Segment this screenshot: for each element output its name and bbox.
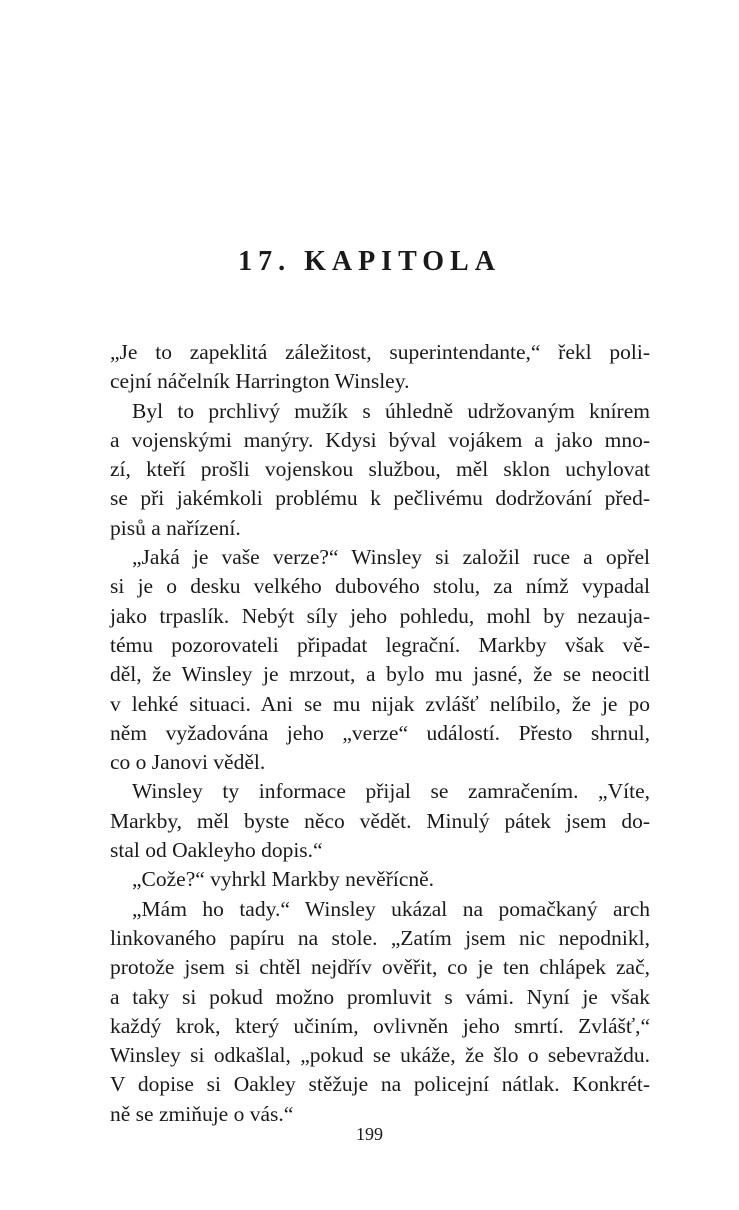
text-line: „Mám ho tady.“ Winsley ukázal na pomačkaný arch bbox=[132, 896, 650, 921]
text-line: zí, kteří prošli vojenskou službou, měl sklon uchylovat bbox=[110, 457, 650, 482]
text-line: linkovaného papíru na stole. „Zatím jsem nic nepodnikl, bbox=[110, 925, 650, 950]
text-line: a taky si pokud možno promluvit s vámi. Nyní je však bbox=[110, 984, 650, 1009]
text-line: co o Janovi věděl. bbox=[110, 750, 266, 775]
text-line: „Je to zapeklitá záležitost, superintendante,“ řekl poli- bbox=[110, 340, 650, 364]
text-line: tému pozorovateli připadat legrační. Markby však vě- bbox=[110, 632, 650, 657]
text-line: v lehké situaci. Ani se mu nijak zvlášť nelíbilo, že je po bbox=[110, 691, 650, 716]
text-line: něm vyžadována jeho „verze“ událostí. Přesto shrnul, bbox=[110, 720, 650, 745]
text-line: pisů a nařízení. bbox=[110, 515, 241, 540]
text-line: každý krok, který učiním, ovlivněn jeho smrtí. Zvlášť,“ bbox=[110, 1013, 650, 1038]
page-number: 199 bbox=[356, 1124, 383, 1144]
text-line: jako trpaslík. Nebýt síly jeho pohledu, mohl by nezauja- bbox=[110, 603, 650, 628]
text-line: stal od Oakleyho dopis.“ bbox=[110, 838, 323, 863]
text-line: V dopise si Oakley stěžuje na policejní nátlak. Konkrét- bbox=[110, 1072, 650, 1097]
text-line: se při jakémkoli problému k pečlivému dodržování před- bbox=[110, 486, 650, 511]
text-line: cejní náčelník Harrington Winsley. bbox=[110, 369, 410, 394]
text-line: Winsley ty informace přijal se zamračením. „Víte, bbox=[132, 779, 650, 804]
text-line: Byl to prchlivý mužík s úhledně udržovaným knírem bbox=[132, 398, 650, 423]
text-line: a vojenskými manýry. Kdysi býval vojákem a jako mno- bbox=[110, 427, 650, 452]
text-line: děl, že Winsley je mrzout, a bylo mu jasné, že se neocitl bbox=[110, 662, 650, 687]
text-line: ně se zmiňuje o vás.“ bbox=[110, 1101, 294, 1126]
text-line: „Jaká je vaše verze?“ Winsley si založil ruce a opřel bbox=[132, 545, 650, 570]
text-line: si je o desku velkého dubového stolu, za nímž vypadal bbox=[110, 574, 650, 599]
text-line: Markby, měl byste něco vědět. Minulý pátek jsem do- bbox=[110, 808, 650, 833]
text-line: Winsley si odkašlal, „pokud se ukáže, že šlo o sebevraždu. bbox=[110, 1043, 650, 1068]
text-line: protože jsem si chtěl nejdřív ověřit, co je ten chlápek zač, bbox=[110, 955, 650, 980]
body-text bbox=[110, 338, 650, 1129]
text-line: „Cože?“ vyhrkl Markby nevěřícně. bbox=[132, 867, 435, 892]
chapter-title: 17. KAPITOLA bbox=[238, 246, 501, 277]
